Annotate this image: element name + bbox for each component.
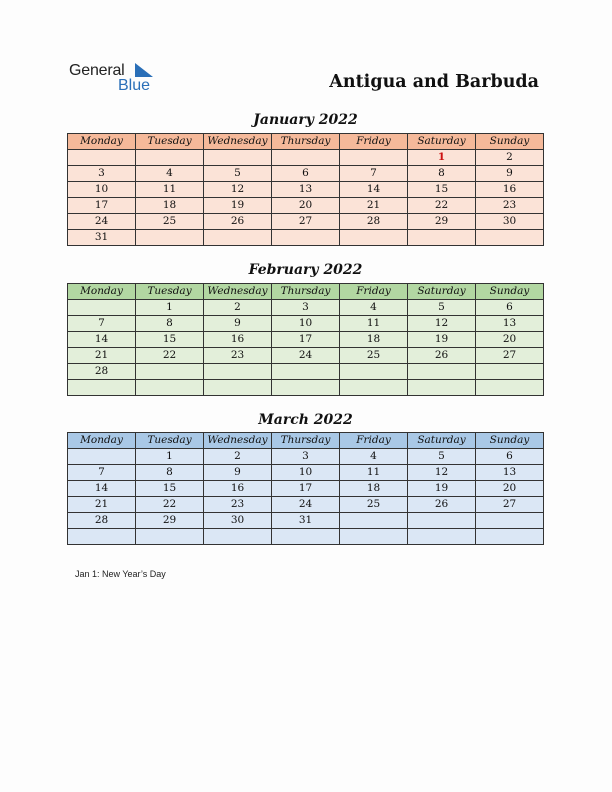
day-cell: 8 bbox=[408, 166, 476, 182]
day-cell: 15 bbox=[408, 182, 476, 198]
day-cell: 12 bbox=[408, 316, 476, 332]
day-cell: 28 bbox=[340, 214, 408, 230]
day-cell: 25 bbox=[340, 348, 408, 364]
week-row bbox=[68, 214, 544, 230]
day-cell: 25 bbox=[136, 214, 204, 230]
week-row bbox=[68, 166, 544, 182]
day-cell: 20 bbox=[272, 198, 340, 214]
day-cell: 1 bbox=[136, 300, 204, 316]
calendar-march bbox=[67, 432, 544, 545]
week-row bbox=[68, 348, 544, 364]
day-cell: 18 bbox=[340, 332, 408, 348]
week-row bbox=[68, 198, 544, 214]
weekday-header: Thursday bbox=[272, 134, 340, 150]
holidays-note: Jan 1: New Year’s Day bbox=[75, 569, 166, 579]
day-cell: 29 bbox=[408, 214, 476, 230]
day-cell: 3 bbox=[272, 300, 340, 316]
day-cell: 6 bbox=[476, 449, 544, 465]
day-cell bbox=[68, 529, 136, 545]
day-cell: 17 bbox=[272, 332, 340, 348]
month-title-february: February 2022 bbox=[248, 262, 363, 278]
day-cell: 20 bbox=[476, 332, 544, 348]
week-row bbox=[68, 316, 544, 332]
day-cell: 16 bbox=[204, 481, 272, 497]
day-cell bbox=[476, 513, 544, 529]
day-cell bbox=[204, 150, 272, 166]
day-cell bbox=[68, 300, 136, 316]
week-row bbox=[68, 513, 544, 529]
day-cell bbox=[408, 529, 476, 545]
day-cell: 11 bbox=[340, 465, 408, 481]
day-cell bbox=[408, 230, 476, 246]
day-cell: 10 bbox=[68, 182, 136, 198]
day-cell: 22 bbox=[136, 348, 204, 364]
day-cell bbox=[204, 380, 272, 396]
weekday-header: Sunday bbox=[476, 284, 544, 300]
day-cell: 13 bbox=[476, 316, 544, 332]
day-cell: 5 bbox=[408, 449, 476, 465]
day-cell bbox=[340, 380, 408, 396]
day-cell: 23 bbox=[204, 348, 272, 364]
day-cell: 12 bbox=[204, 182, 272, 198]
day-cell bbox=[204, 529, 272, 545]
day-cell bbox=[204, 364, 272, 380]
weekday-header: Monday bbox=[68, 433, 136, 449]
day-cell bbox=[340, 150, 408, 166]
day-cell bbox=[272, 364, 340, 380]
weekday-header: Wednesday bbox=[204, 433, 272, 449]
day-cell: 25 bbox=[340, 497, 408, 513]
day-cell: 6 bbox=[272, 166, 340, 182]
day-cell: 2 bbox=[476, 150, 544, 166]
day-cell bbox=[68, 380, 136, 396]
day-cell bbox=[136, 529, 204, 545]
day-cell: 16 bbox=[204, 332, 272, 348]
logo-triangle-icon bbox=[135, 63, 153, 77]
calendar-january bbox=[67, 133, 544, 246]
day-cell: 18 bbox=[136, 198, 204, 214]
day-cell bbox=[68, 449, 136, 465]
day-cell: 18 bbox=[340, 481, 408, 497]
day-cell: 21 bbox=[68, 348, 136, 364]
country-title: Antigua and Barbuda bbox=[329, 72, 539, 92]
day-cell bbox=[476, 230, 544, 246]
day-cell: 26 bbox=[204, 214, 272, 230]
day-cell bbox=[272, 150, 340, 166]
month-title-january: January 2022 bbox=[253, 112, 358, 128]
week-row bbox=[68, 497, 544, 513]
day-cell bbox=[272, 529, 340, 545]
day-cell: 27 bbox=[476, 497, 544, 513]
generalblue-logo bbox=[69, 62, 169, 96]
day-cell: 19 bbox=[408, 481, 476, 497]
day-cell: 27 bbox=[476, 348, 544, 364]
day-cell: 9 bbox=[204, 316, 272, 332]
weekday-header: Tuesday bbox=[136, 134, 204, 150]
day-cell bbox=[136, 380, 204, 396]
day-cell: 2 bbox=[204, 449, 272, 465]
day-cell bbox=[272, 230, 340, 246]
day-cell: 11 bbox=[136, 182, 204, 198]
weekday-header: Tuesday bbox=[136, 433, 204, 449]
day-cell: 30 bbox=[204, 513, 272, 529]
day-cell bbox=[340, 529, 408, 545]
weekday-header-row bbox=[68, 433, 544, 449]
day-cell: 30 bbox=[476, 214, 544, 230]
day-cell: 17 bbox=[272, 481, 340, 497]
day-cell bbox=[272, 380, 340, 396]
day-cell: 8 bbox=[136, 316, 204, 332]
day-cell bbox=[408, 380, 476, 396]
day-cell: 7 bbox=[340, 166, 408, 182]
day-cell: 22 bbox=[136, 497, 204, 513]
day-cell: 31 bbox=[272, 513, 340, 529]
day-cell: 12 bbox=[408, 465, 476, 481]
day-cell: 3 bbox=[272, 449, 340, 465]
day-cell: 4 bbox=[340, 300, 408, 316]
day-cell: 29 bbox=[136, 513, 204, 529]
weekday-header-row bbox=[68, 134, 544, 150]
weekday-header: Monday bbox=[68, 134, 136, 150]
day-cell: 8 bbox=[136, 465, 204, 481]
weekday-header: Sunday bbox=[476, 134, 544, 150]
day-cell: 9 bbox=[476, 166, 544, 182]
week-row bbox=[68, 481, 544, 497]
weekday-header: Saturday bbox=[408, 433, 476, 449]
week-row bbox=[68, 182, 544, 198]
day-cell: 7 bbox=[68, 465, 136, 481]
day-cell: 3 bbox=[68, 166, 136, 182]
day-cell: 17 bbox=[68, 198, 136, 214]
day-cell bbox=[204, 230, 272, 246]
day-cell bbox=[136, 364, 204, 380]
logo-blue-text: Blue bbox=[118, 77, 151, 94]
day-cell: 5 bbox=[408, 300, 476, 316]
day-cell: 26 bbox=[408, 348, 476, 364]
day-cell: 23 bbox=[476, 198, 544, 214]
weekday-header-row bbox=[68, 284, 544, 300]
logo-general-text: General bbox=[69, 62, 125, 79]
weekday-header: Saturday bbox=[408, 284, 476, 300]
weekday-header: Thursday bbox=[272, 433, 340, 449]
weekday-header: Friday bbox=[340, 433, 408, 449]
calendar-february bbox=[67, 283, 544, 396]
day-cell: 9 bbox=[204, 465, 272, 481]
day-cell: 24 bbox=[68, 214, 136, 230]
day-cell: 4 bbox=[340, 449, 408, 465]
day-cell bbox=[340, 364, 408, 380]
weekday-header: Friday bbox=[340, 284, 408, 300]
week-row bbox=[68, 529, 544, 545]
weekday-header: Thursday bbox=[272, 284, 340, 300]
week-row bbox=[68, 332, 544, 348]
day-cell: 23 bbox=[204, 497, 272, 513]
day-cell: 19 bbox=[204, 198, 272, 214]
day-cell bbox=[340, 513, 408, 529]
day-cell: 14 bbox=[340, 182, 408, 198]
week-row bbox=[68, 465, 544, 481]
day-cell: 28 bbox=[68, 364, 136, 380]
day-cell bbox=[68, 150, 136, 166]
day-cell: 5 bbox=[204, 166, 272, 182]
day-cell: 27 bbox=[272, 214, 340, 230]
weekday-header: Tuesday bbox=[136, 284, 204, 300]
day-cell: 15 bbox=[136, 332, 204, 348]
weekday-header: Friday bbox=[340, 134, 408, 150]
week-row bbox=[68, 150, 544, 166]
week-row bbox=[68, 364, 544, 380]
month-title-march: March 2022 bbox=[258, 412, 353, 428]
day-cell: 28 bbox=[68, 513, 136, 529]
day-cell: 13 bbox=[476, 465, 544, 481]
week-row bbox=[68, 380, 544, 396]
day-cell: 2 bbox=[204, 300, 272, 316]
day-cell: 4 bbox=[136, 166, 204, 182]
day-cell bbox=[408, 513, 476, 529]
day-cell bbox=[476, 364, 544, 380]
day-cell: 7 bbox=[68, 316, 136, 332]
day-cell: 20 bbox=[476, 481, 544, 497]
weekday-header: Saturday bbox=[408, 134, 476, 150]
day-cell: 31 bbox=[68, 230, 136, 246]
weekday-header: Monday bbox=[68, 284, 136, 300]
day-cell: 21 bbox=[68, 497, 136, 513]
day-cell: 1 bbox=[136, 449, 204, 465]
day-cell: 15 bbox=[136, 481, 204, 497]
day-cell: 13 bbox=[272, 182, 340, 198]
weekday-header: Wednesday bbox=[204, 284, 272, 300]
day-cell: 14 bbox=[68, 481, 136, 497]
day-cell: 24 bbox=[272, 348, 340, 364]
week-row bbox=[68, 300, 544, 316]
week-row bbox=[68, 230, 544, 246]
day-cell: 21 bbox=[340, 198, 408, 214]
weekday-header: Sunday bbox=[476, 433, 544, 449]
day-cell bbox=[476, 380, 544, 396]
day-cell: 26 bbox=[408, 497, 476, 513]
day-cell bbox=[476, 529, 544, 545]
holiday-day-cell: 1 bbox=[408, 150, 476, 166]
day-cell: 22 bbox=[408, 198, 476, 214]
day-cell: 14 bbox=[68, 332, 136, 348]
day-cell bbox=[408, 364, 476, 380]
day-cell: 16 bbox=[476, 182, 544, 198]
day-cell: 6 bbox=[476, 300, 544, 316]
day-cell bbox=[340, 230, 408, 246]
day-cell: 19 bbox=[408, 332, 476, 348]
day-cell: 10 bbox=[272, 316, 340, 332]
day-cell bbox=[136, 230, 204, 246]
day-cell bbox=[136, 150, 204, 166]
day-cell: 11 bbox=[340, 316, 408, 332]
weekday-header: Wednesday bbox=[204, 134, 272, 150]
day-cell: 24 bbox=[272, 497, 340, 513]
day-cell: 10 bbox=[272, 465, 340, 481]
week-row bbox=[68, 449, 544, 465]
